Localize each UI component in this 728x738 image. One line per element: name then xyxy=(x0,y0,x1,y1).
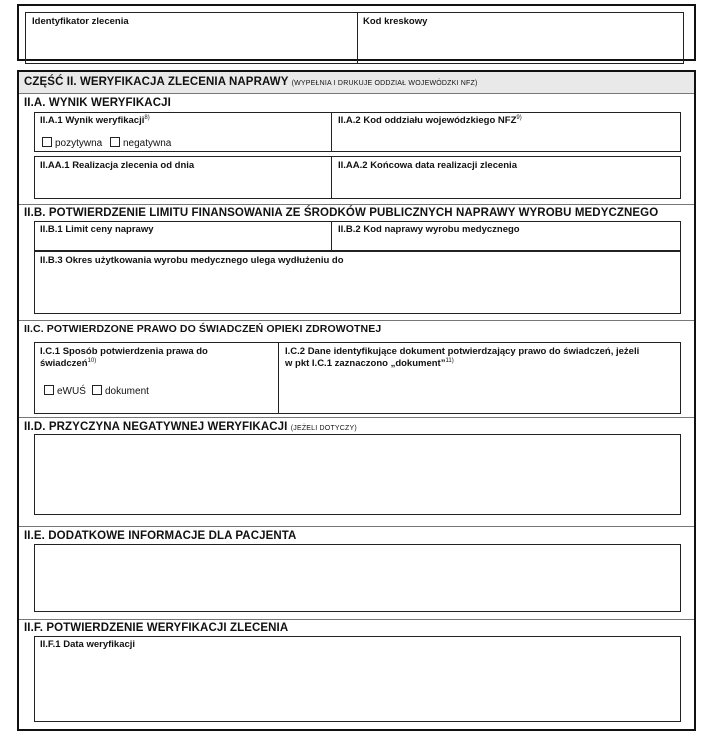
option-pozytywna-label: pozytywna xyxy=(55,138,103,149)
ic1-label-line2: świadczeń xyxy=(40,358,88,369)
iiaa2-label: II.AA.2 Końcowa data realizacji zlecenia xyxy=(338,160,517,171)
order-id-field[interactable] xyxy=(27,30,355,62)
checkbox-negatywna[interactable] xyxy=(110,137,120,147)
iib-row1-divider xyxy=(331,221,332,251)
part2-title-text: CZĘŚĆ II. WERYFIKACJA ZLECENIA NAPRAWY xyxy=(24,76,289,88)
ic1-label xyxy=(40,346,208,370)
section-iib-title: II.B. POTWIERDZENIE LIMITU FINANSOWANIA ZE ŚRODKÓW PUBLICZNYCH NAPRAWY WYROBU MEDYCZNEGO xyxy=(24,207,659,219)
checkbox-ewus[interactable] xyxy=(44,385,54,395)
iiaa1-label: II.AA.1 Realizacja zlecenia od dnia xyxy=(40,160,195,171)
section-iid-subtitle: (JEŻELI DOTYCZY) xyxy=(290,425,357,432)
section-iid-title xyxy=(24,421,357,433)
ic1-label-line2-wrap xyxy=(40,358,208,370)
iid-text-box[interactable] xyxy=(34,434,681,515)
iia1-label xyxy=(40,115,150,127)
option-dokument[interactable] xyxy=(92,385,149,397)
ic2-footnote: 11) xyxy=(445,358,454,364)
ic2-label-line2: w pkt I.C.1 zaznaczono „dokument” xyxy=(285,358,446,369)
iia2-field[interactable] xyxy=(334,128,679,150)
section-iif-title: II.F. POTWIERDZENIE WERYFIKACJI ZLECENIA xyxy=(24,622,289,634)
iia1-footnote: 8) xyxy=(144,115,150,121)
barcode-field[interactable] xyxy=(360,30,682,62)
barcode-label: Kod kreskowy xyxy=(363,16,428,27)
iiaa2-field[interactable] xyxy=(334,174,679,197)
iia1-label-text: II.A.1 Wynik weryfikacji xyxy=(40,115,145,126)
iiaa1-field[interactable] xyxy=(36,174,329,197)
ic1-label-line1: I.C.1 Sposób potwierdzenia prawa do xyxy=(40,346,208,357)
iid-top-line xyxy=(19,417,694,418)
option-negatywna[interactable] xyxy=(110,137,171,149)
section-iie-title: II.E. DODATKOWE INFORMACJE DLA PACJENTA xyxy=(24,530,297,542)
ic2-field[interactable] xyxy=(281,372,679,412)
part2-title xyxy=(24,76,478,88)
iif1-label: II.F.1 Data weryfikacji xyxy=(40,639,136,650)
order-id-divider xyxy=(357,12,358,64)
part2-header-line xyxy=(19,93,694,94)
iib1-label: II.B.1 Limit ceny naprawy xyxy=(40,224,154,235)
ic1-footnote: 10) xyxy=(87,358,97,364)
iic-top-line xyxy=(19,320,694,321)
iif-top-line xyxy=(19,619,694,620)
option-negatywna-label: negatywna xyxy=(123,138,172,149)
option-ewus-label: eWUŚ xyxy=(57,386,86,397)
iia2-label-text: II.A.2 Kod oddziału wojewódzkiego NFZ xyxy=(338,115,517,126)
iib3-field[interactable] xyxy=(36,270,679,312)
ic2-label-line1: I.C.2 Dane identyfikujące dokument potwierdzający prawo do świadczeń, jeżeli xyxy=(285,346,640,357)
iie-top-line xyxy=(19,526,694,527)
iia2-footnote: 9) xyxy=(516,115,522,121)
ic2-label-line2-wrap xyxy=(285,358,639,370)
iia2-label xyxy=(338,115,522,127)
iic-divider xyxy=(278,342,279,414)
option-dokument-label: dokument xyxy=(105,386,149,397)
iif1-field[interactable] xyxy=(36,654,679,720)
order-id-label: Identyfikator zlecenia xyxy=(32,16,129,27)
section-iia-title: II.A. WYNIK WERYFIKACJI xyxy=(24,97,171,109)
iia-row2-divider xyxy=(331,156,332,199)
iie-text-box[interactable] xyxy=(34,544,681,612)
iib3-label: II.B.3 Okres użytkowania wyrobu medycznego ulega wydłużeniu do xyxy=(40,255,344,266)
option-ewus[interactable] xyxy=(44,385,86,397)
part2-subtitle: (WYPEŁNIA I DRUKUJE ODDZIAŁ WOJEWÓDZKI NFZ) xyxy=(291,80,478,87)
section-iid-title-text: II.D. PRZYCZYNA NEGATYWNEJ WERYFIKACJI xyxy=(24,421,288,433)
iib2-label: II.B.2 Kod naprawy wyrobu medycznego xyxy=(338,224,520,235)
ic2-label xyxy=(285,346,639,370)
checkbox-pozytywna[interactable] xyxy=(42,137,52,147)
iib-top-line xyxy=(19,204,694,205)
checkbox-dokument[interactable] xyxy=(92,385,102,395)
iia-row1-divider xyxy=(331,112,332,152)
option-pozytywna[interactable] xyxy=(42,137,102,149)
section-iic-title: II.C. POTWIERDZONE PRAWO DO ŚWIADCZEŃ OPIEKI ZDROWOTNEJ xyxy=(24,323,382,335)
